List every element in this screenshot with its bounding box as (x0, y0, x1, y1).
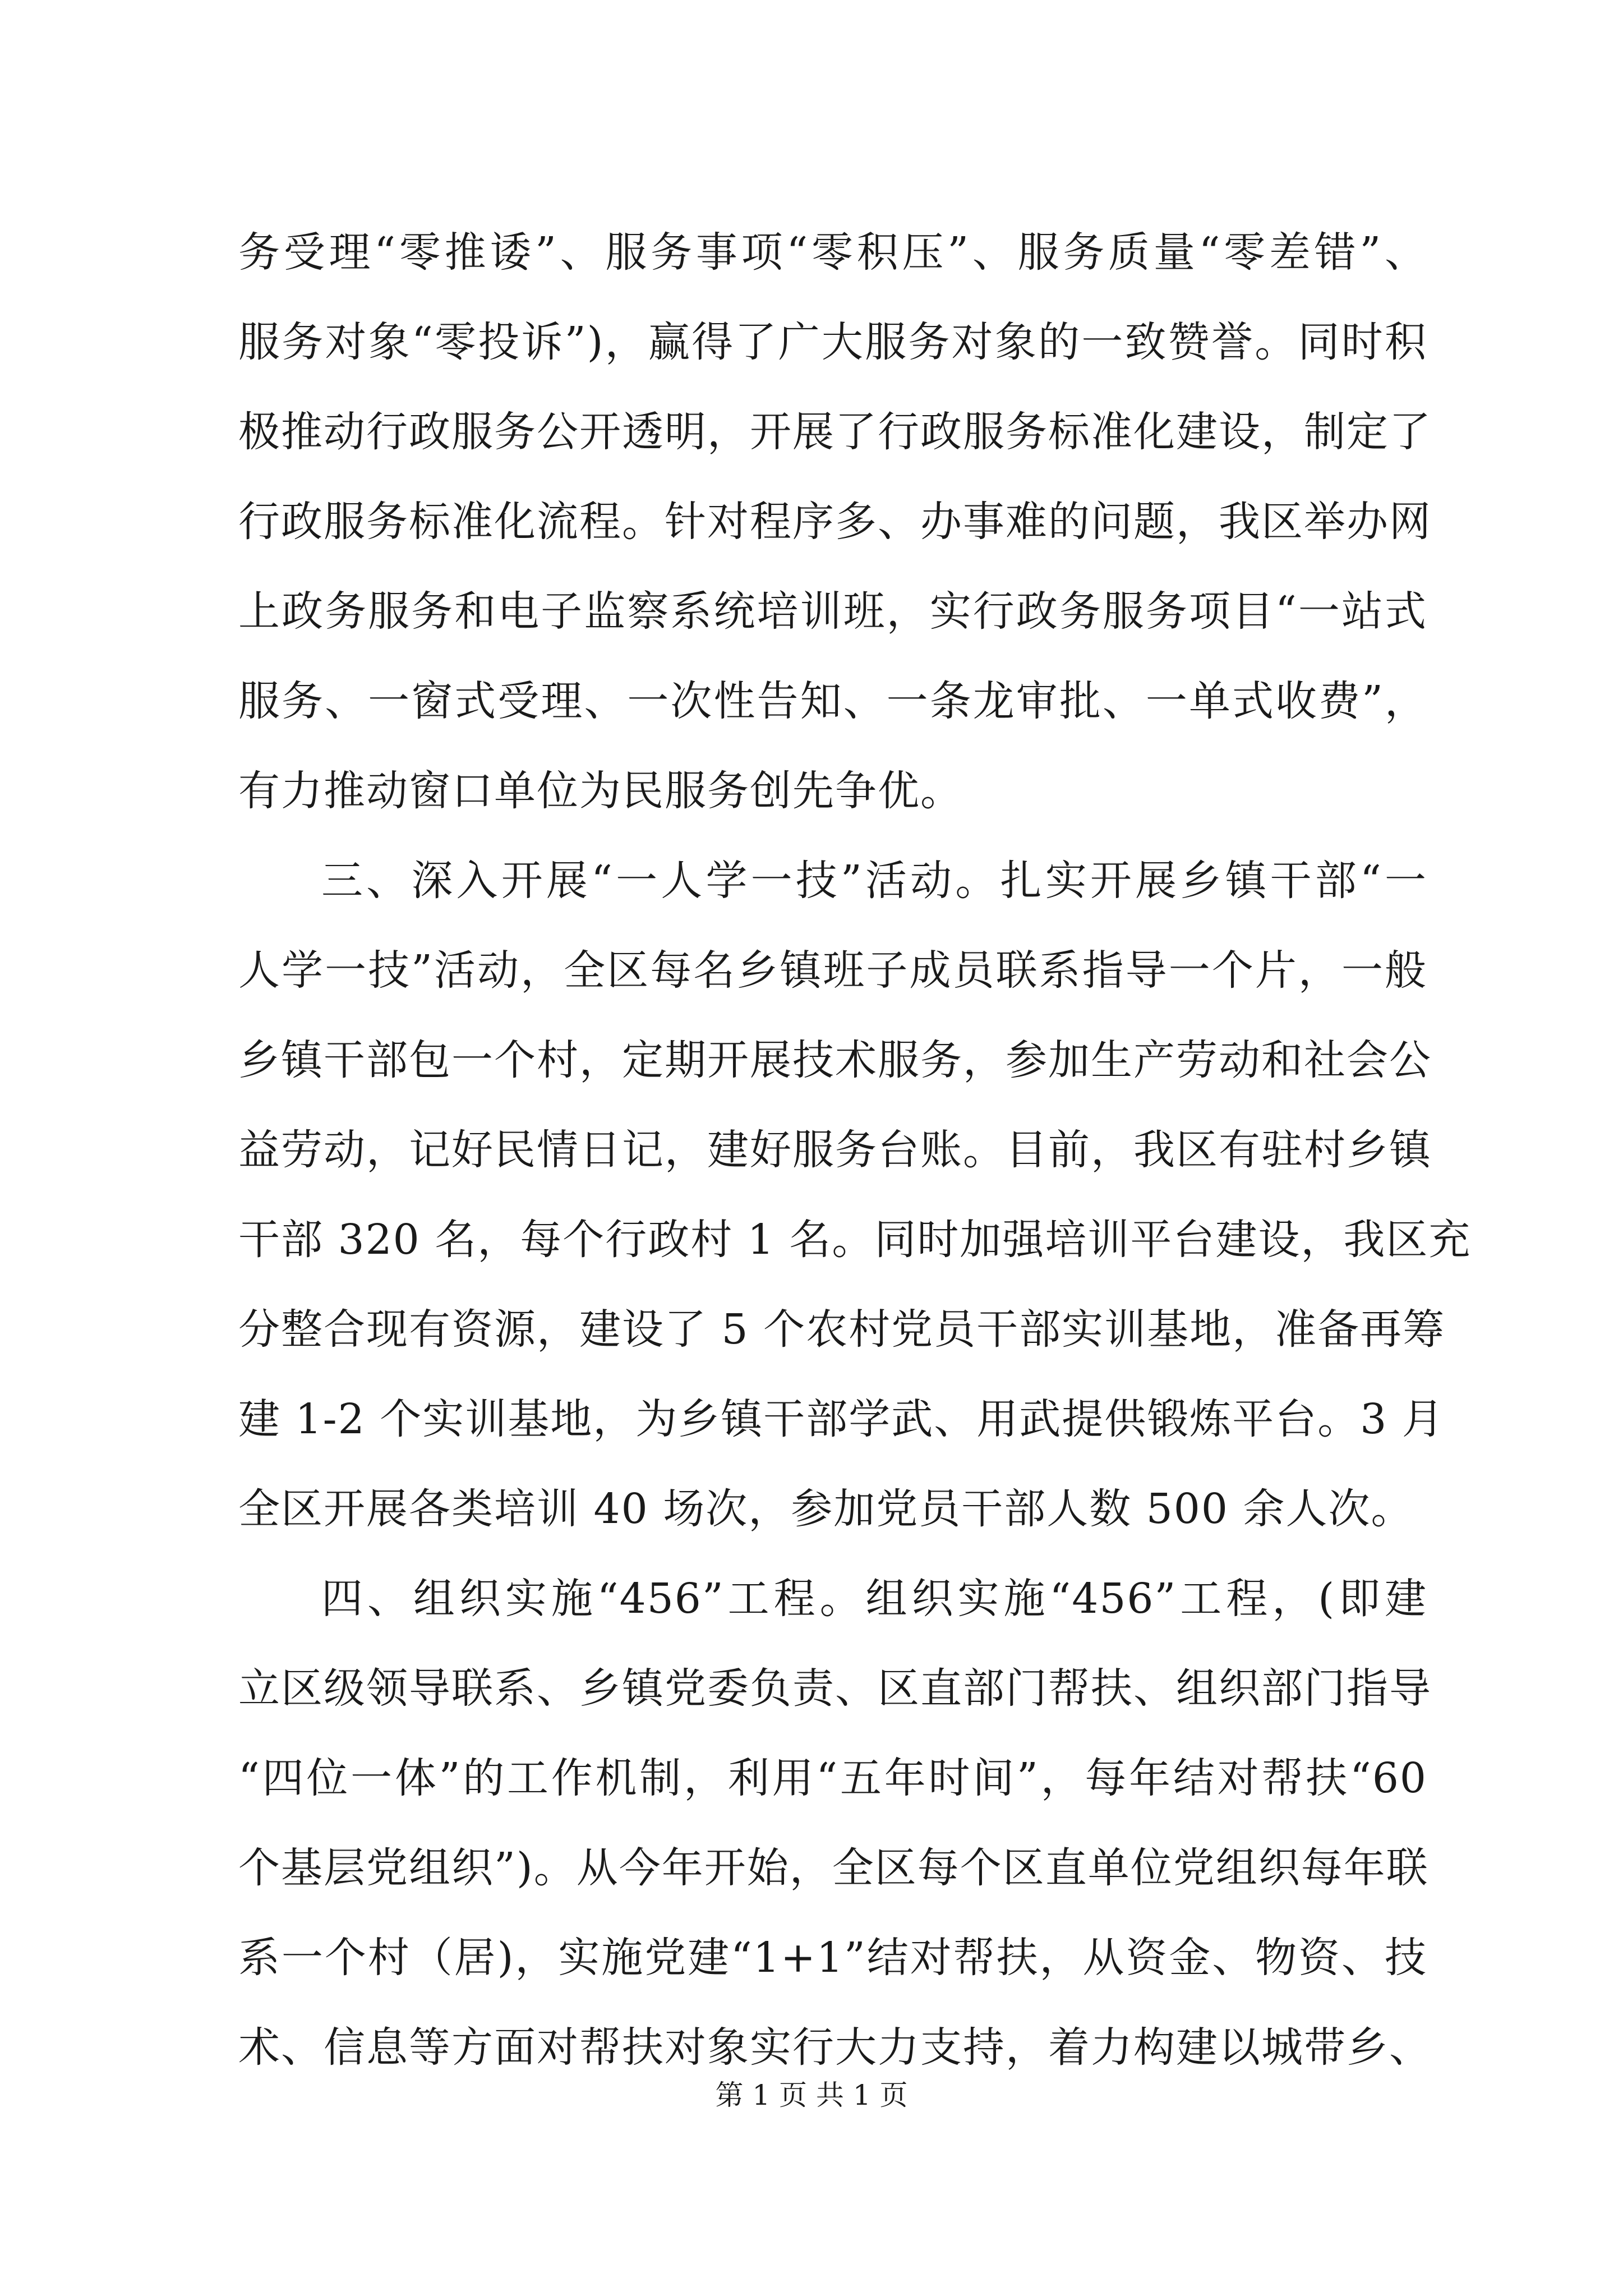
text-line: 人学一技”活动，全区每名乡镇班子成员联系指导一个片，一般 (238, 946, 1427, 995)
text-line: “四位一体”的工作机制，利用“五年时间”，每年结对帮扶“60 (238, 1754, 1427, 1802)
text-line: 行政服务标准化流程。针对程序多、办事难的问题，我区举办网 (238, 498, 1432, 546)
document-body (238, 208, 1472, 2092)
section-heading-line: 四、组织实施“456”工程。组织实施“456”工程，(即建 (321, 1575, 1427, 1623)
text-line: 乡镇干部包一个村，定期开展技术服务，参加生产劳动和社会公 (238, 1036, 1432, 1084)
text-line: 上政务服务和电子监察系统培训班，实行政务服务项目“一站式 (238, 587, 1427, 636)
text-line: 术、信息等方面对帮扶对象实行大力支持，着力构建以城带乡、 (238, 2023, 1432, 2072)
section-heading-line: 三、深入开展“一人学一技”活动。扎实开展乡镇干部“一 (321, 857, 1427, 905)
text-line: 分整合现有资源，建设了 5 个农村党员干部实训基地，准备再筹 (238, 1305, 1446, 1354)
text-line: 有力推动窗口单位为民服务创先争优。 (238, 767, 963, 815)
page-number-footer: 第 1 页 共 1 页 (715, 2079, 908, 2111)
text-line: 立区级领导联系、乡镇党委负责、区直部门帮扶、组织部门指导 (238, 1664, 1432, 1713)
text-line: 务受理“零推诿”、服务事项“零积压”、服务质量“零差错”、 (238, 228, 1427, 277)
text-line: 个基层党组织”)。从今年开始，全区每个区直单位党组织每年联 (238, 1844, 1429, 1892)
text-line: 系一个村（居)，实施党建“1+1”结对帮扶，从资金、物资、技 (238, 1934, 1427, 1982)
text-line: 极推动行政服务公开透明，开展了行政服务标准化建设，制定了 (238, 408, 1432, 456)
text-line: 全区开展各类培训 40 场次，参加党员干部人数 500 余人次。 (238, 1485, 1414, 1533)
text-line: 益劳动，记好民情日记，建好服务台账。目前，我区有驻村乡镇 (238, 1126, 1432, 1174)
text-line: 建 1-2 个实训基地，为乡镇干部学武、用武提供锻炼平台。3 月 (238, 1395, 1445, 1443)
text-line: 干部 320 名，每个行政村 1 名。同时加强培训平台建设，我区充 (238, 1216, 1472, 1264)
text-line: 服务对象“零投诉”)，赢得了广大服务对象的一致赞誉。同时积 (238, 318, 1427, 366)
text-line: 服务、一窗式受理、一次性告知、一条龙审批、一单式收费”， (238, 677, 1427, 725)
